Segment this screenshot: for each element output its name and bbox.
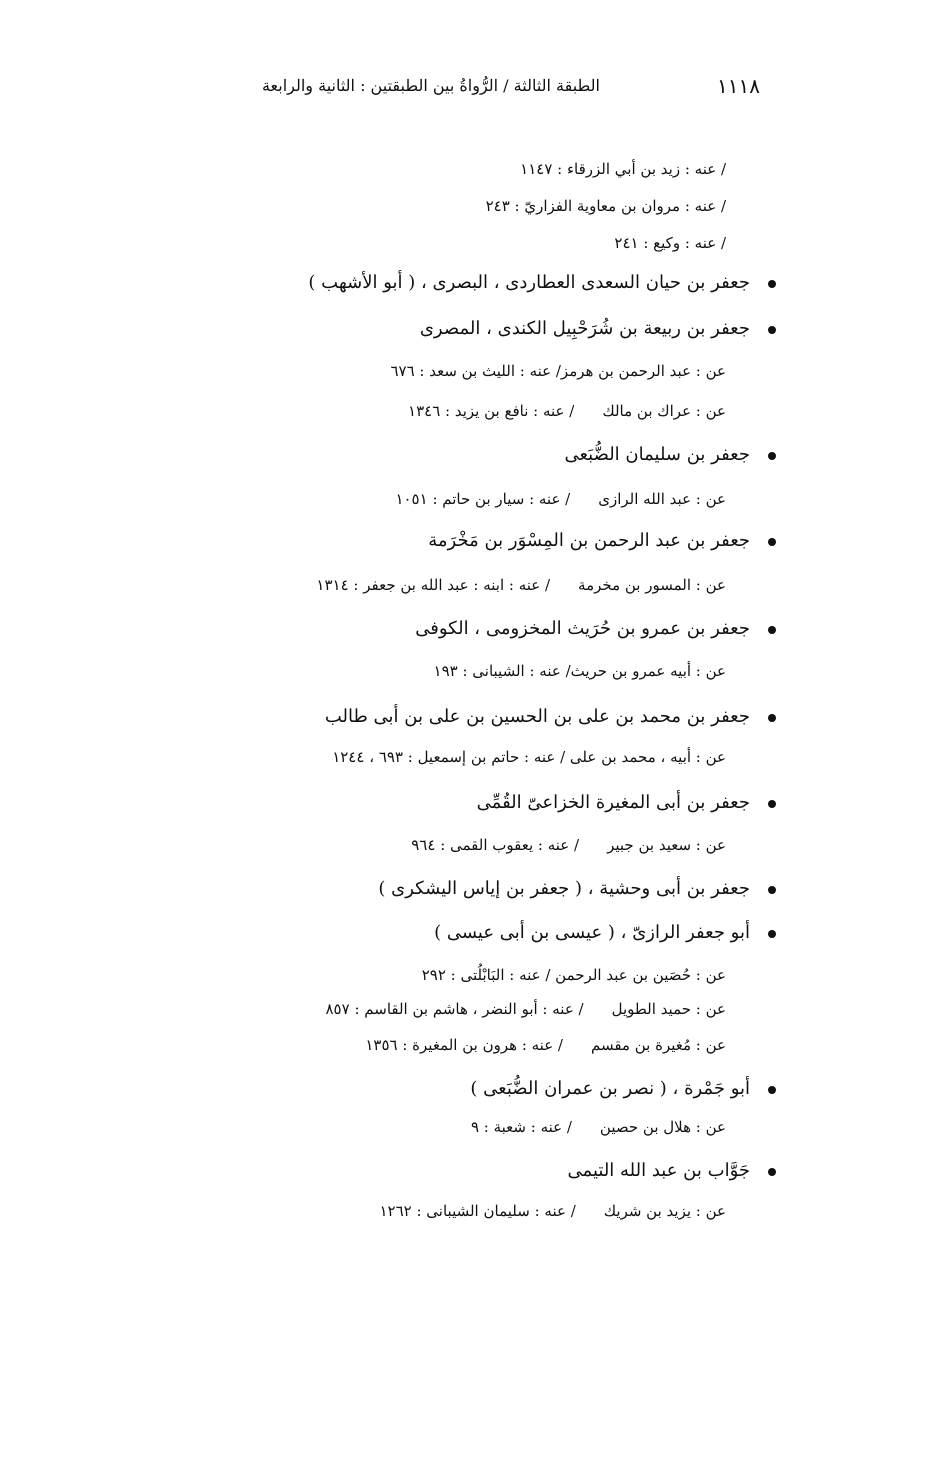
transmission-text: عن : حميد الطويل: [611, 1000, 726, 1018]
page-number: ١١١٨: [717, 74, 760, 98]
transmission-text: / عنه : أبو النضر ، هاشم بن القاسم : ٨٥٧: [325, 1000, 584, 1018]
bullet-icon: [768, 538, 776, 546]
narrator-entry: [470, 1078, 750, 1099]
narrator-entry: [308, 272, 750, 293]
transmission-text: / عنه : نافع بن يزيد : ١٣٤٦: [408, 402, 575, 420]
transmission-text: عن : أبيه عمرو بن حريث/ عنه : الشيبانى : ١٩٣: [433, 662, 726, 680]
narrator-entry: [325, 706, 750, 727]
transmission-text: عن : هلال بن حصين: [599, 1118, 726, 1136]
transmission-text: / عنه : زيد بن أبي الزرقاء : ١١٤٧: [520, 160, 726, 178]
transmission-line: [614, 234, 726, 252]
transmission-line: [411, 836, 726, 854]
narrator-entry: [564, 444, 750, 465]
transmission-text: عن : أبيه ، محمد بن على / عنه : حاتم بن إسمعيل : ٦٩٣ ، ١٢٤٤: [332, 748, 726, 766]
narrator-entry: [568, 1160, 750, 1181]
narrator-name: جعفر بن محمد بن على بن الحسين بن على بن أبى طالب: [324, 706, 750, 727]
bullet-icon: [768, 1086, 776, 1094]
bullet-icon: [768, 714, 776, 722]
narrator-entry: [477, 792, 750, 813]
narrator-entry: [428, 530, 750, 551]
narrator-name: أبو جَمْرة ، ( نصر بن عمران الضُّبَعى ): [470, 1078, 750, 1099]
transmission-text: عن : المسور بن مخرمة: [578, 576, 726, 594]
transmission-text: عن : عبد الله الرازى: [598, 490, 726, 508]
bullet-icon: [768, 800, 776, 808]
transmission-text: / عنه : وكيع : ٢٤١: [614, 234, 726, 252]
transmission-text: عن : عبد الرحمن بن هرمز/ عنه : الليث بن سعد : ٦٧٦: [390, 362, 726, 380]
transmission-text: عن : حُصَين بن عبد الرحمن / عنه : البَابْلُتى : ٢٩٢: [421, 966, 726, 984]
transmission-text: عن : يزيد بن شريك: [603, 1202, 726, 1220]
transmission-text: / عنه : سيار بن حاتم : ١٠٥١: [395, 490, 571, 508]
transmission-line: [471, 1118, 726, 1136]
bullet-icon: [768, 626, 776, 634]
narrator-entry: [378, 878, 750, 899]
transmission-line: [422, 966, 726, 984]
transmission-text: / عنه : شعبة : ٩: [470, 1118, 572, 1136]
narrator-name: جعفر بن سليمان الضُّبَعى: [564, 444, 750, 465]
transmission-line: [326, 1000, 727, 1018]
transmission-line: [408, 402, 726, 420]
bullet-icon: [768, 326, 776, 334]
transmission-text: / عنه : هرون بن المغيرة : ١٣٥٦: [365, 1036, 563, 1054]
transmission-text: عن : سعيد بن جبير: [607, 836, 726, 854]
narrator-name: جعفر بن عبد الرحمن بن المِسْوَر بن مَخْرَمة: [428, 530, 750, 551]
transmission-text: / عنه : سليمان الشيبانى : ١٢٦٢: [379, 1202, 576, 1220]
transmission-line: [520, 160, 726, 178]
transmission-text: / عنه : ابنه : عبد الله بن جعفر : ١٣١٤: [316, 576, 551, 594]
narrator-name: جعفر بن أبى وحشية ، ( جعفر بن إياس اليشكرى ): [378, 878, 750, 899]
bullet-icon: [768, 886, 776, 894]
transmission-text: / عنه : يعقوب القمى : ٩٦٤: [411, 836, 580, 854]
narrator-name: جعفر بن ربيعة بن شُرَحْبِيل الكندى ، المصرى: [419, 318, 750, 339]
narrator-name: جَوَّاب بن عبد الله التيمى: [567, 1160, 750, 1181]
narrator-entry: [434, 922, 750, 943]
narrator-name: جعفر بن أبى المغيرة الخزاعىّ القُمِّى: [476, 792, 750, 813]
running-title: الطبقة الثالثة / الرُّواةُ بين الطبقتين : الثانية والرابعة: [261, 76, 600, 95]
narrator-name: أبو جعفر الرازىّ ، ( عيسى بن أبى عيسى ): [434, 922, 750, 943]
bullet-icon: [768, 280, 776, 288]
transmission-line: [486, 197, 726, 215]
transmission-line: [332, 748, 726, 766]
transmission-line: [434, 662, 726, 680]
transmission-line: [365, 1036, 726, 1054]
transmission-line: [316, 576, 726, 594]
bullet-icon: [768, 930, 776, 938]
transmission-text: عن : مُغيرة بن مقسم: [590, 1036, 726, 1054]
bullet-icon: [768, 452, 776, 460]
transmission-line: [395, 490, 726, 508]
transmission-text: عن : عراك بن مالك: [602, 402, 726, 420]
narrator-name: جعفر بن عمرو بن حُرَيث المخزومى ، الكوفى: [415, 618, 750, 639]
narrator-entry: [415, 618, 750, 639]
page-header: [261, 74, 760, 104]
transmission-line: [379, 1202, 726, 1220]
narrator-entry: [420, 318, 750, 339]
narrator-name: جعفر بن حيان السعدى العطاردى ، البصرى ، ( أبو الأشهب ): [308, 272, 750, 293]
transmission-text: / عنه : مروان بن معاوية الفزاريّ : ٢٤٣: [485, 197, 726, 215]
transmission-line: [390, 362, 726, 380]
bullet-icon: [768, 1168, 776, 1176]
